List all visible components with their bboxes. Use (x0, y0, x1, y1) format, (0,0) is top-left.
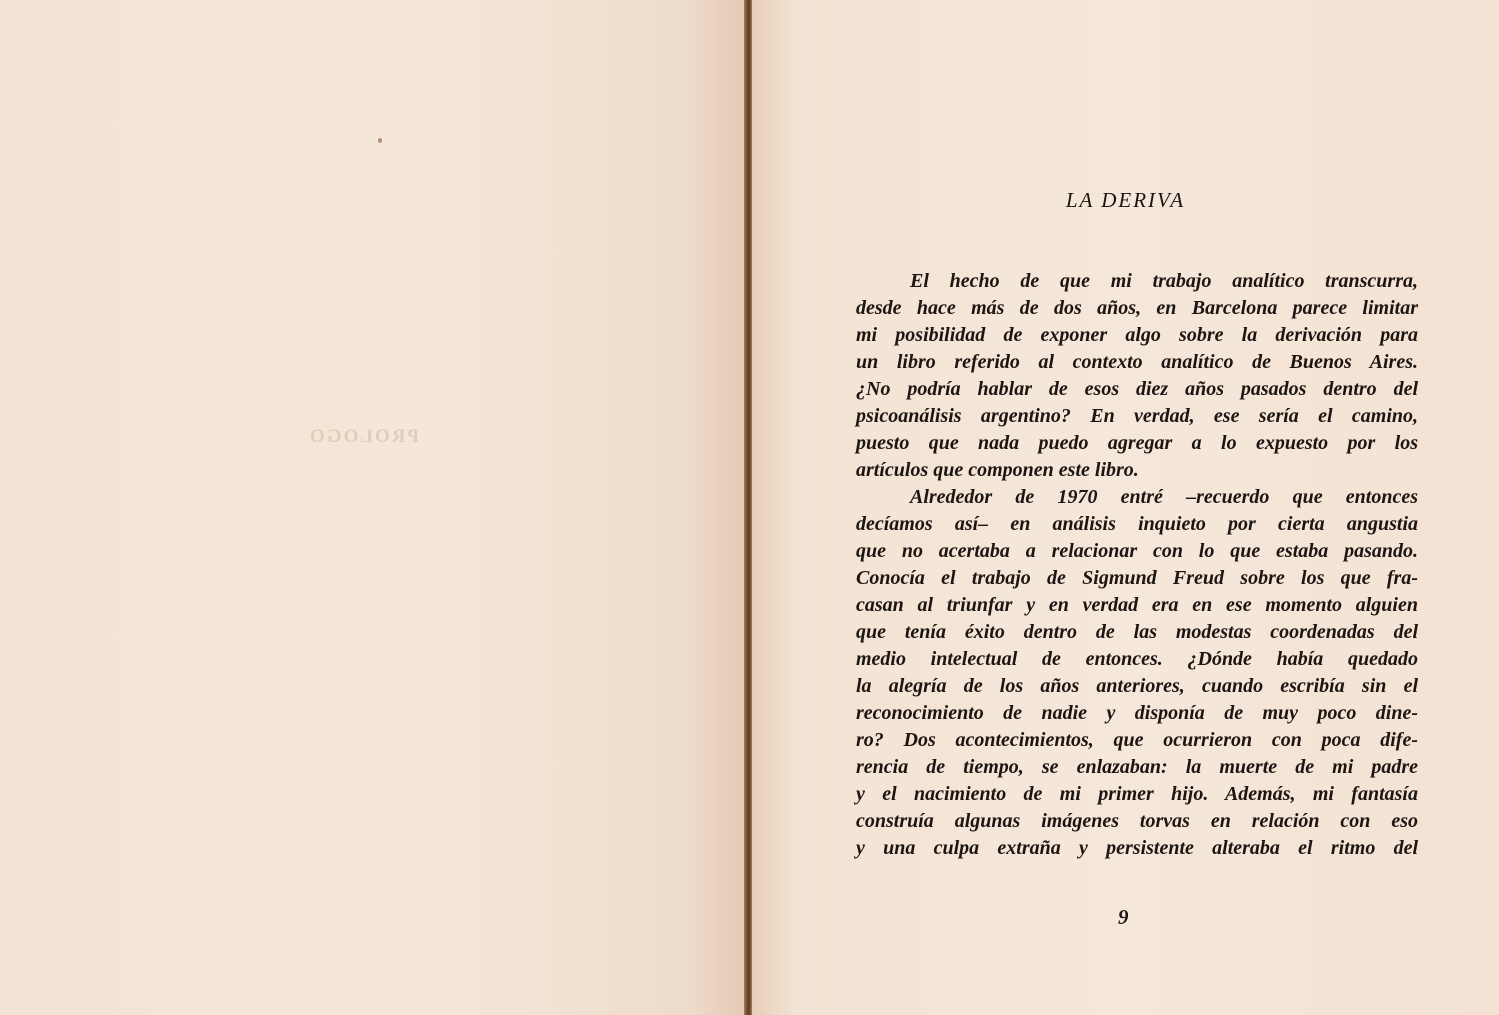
text-line: la alegría de los años anteriores, cuando escribía sin el (856, 675, 1418, 697)
show-through-title: PROLOGO (308, 426, 420, 447)
text-line: psicoanálisis argentino? En verdad, ese sería el camino, (856, 405, 1418, 427)
text-line: que tenía éxito dentro de las modestas coordenadas del (856, 621, 1418, 643)
text-line: casan al triunfar y en verdad era en ese momento alguien (856, 594, 1418, 616)
text-line: rencia de tiempo, se enlazaban: la muerte de mi padre (856, 756, 1418, 778)
page-number: 9 (1118, 905, 1129, 929)
show-through-text (872, 82, 1437, 243)
text-line: medio intelectual de entonces. ¿Dónde había quedado (856, 648, 1418, 670)
text-line: Conocía el trabajo de Sigmund Freud sobre los que fra- (856, 567, 1418, 589)
text-line: ro? Dos acontecimientos, que ocurrieron con poca dife- (856, 729, 1418, 751)
text-line: artículos que componen este libro. (856, 459, 1139, 481)
text-line: construía algunas imágenes torvas en relación con eso (856, 810, 1418, 832)
left-page (0, 0, 748, 1015)
text-line: y una culpa extraña y persistente alteraba el ritmo del (856, 837, 1418, 859)
text-line: desde hace más de dos años, en Barcelona parece limitar (856, 297, 1418, 319)
text-line: y el nacimiento de mi primer hijo. Además, mi fantasía (856, 783, 1418, 805)
right-page (752, 0, 1499, 1015)
text-line: que no acertaba a relacionar con lo que estaba pasando. (856, 540, 1418, 562)
body-text (856, 268, 1418, 862)
text-line: reconocimiento de nadie y disponía de muy poco dine- (856, 702, 1418, 724)
text-line: ¿No podría hablar de esos diez años pasados dentro del (856, 378, 1418, 400)
text-line: mi posibilidad de exponer algo sobre la derivación para (856, 324, 1418, 346)
chapter-title: LA DERIVA (1065, 188, 1186, 212)
text-line: Alrededor de 1970 entré –recuerdo que entonces (910, 486, 1418, 508)
text-line: decíamos así– en análisis inquieto por cierta angustia (856, 513, 1418, 535)
text-line: puesto que nada puedo agregar a lo expuesto por los (856, 432, 1418, 454)
paper-speck (378, 138, 382, 143)
text-line: El hecho de que mi trabajo analítico transcurra, (910, 270, 1418, 292)
text-line: un libro referido al contexto analítico de Buenos Aires. (856, 351, 1418, 373)
